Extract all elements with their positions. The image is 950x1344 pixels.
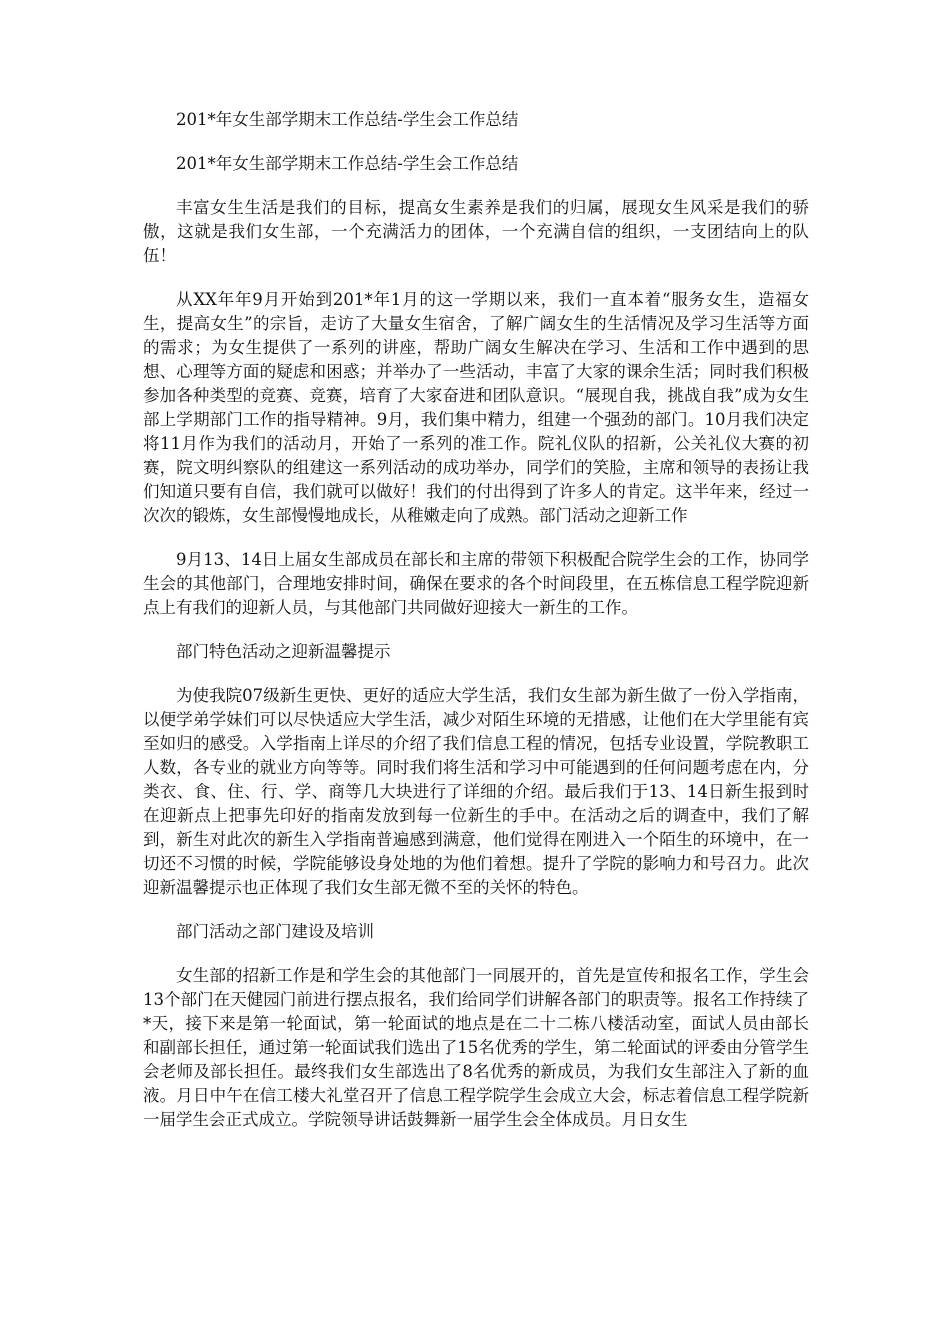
welcome-work-paragraph: 9月13、14日上届女生部成员在部长和主席的带领下积极配合院学生会的工作，协同学生会的其他部门，合理地安排时间，确保在要求的各个时间段里，在五栋信息工程学院迎新点上有我们的迎新人员，与其他部门共同做好迎接大一新生的工作。 — [143, 550, 809, 617]
section-heading-training: 部门活动之部门建设及培训 — [176, 922, 374, 941]
overview-paragraph: 从XX年年9月开始到201*年1月的这一学期以来，我们一直本着“服务女生，造福女生，提高女生”的宗旨，走访了大量女生宿舍，了解广阔女生的生活情况及学习生活等方面的需求；为女生提供了一系列的讲座，帮助广阔女生解决在学习、生活和工作中遇到的思想、心理等方面的疑虑和困惑；并举办了一些活动，丰富了大家的课余生活；同时我们积极参加各种类型的竞赛、竞赛，培育了大家奋进和团队意识。“展现自我，挑战自我”成为女生部上学期部门工作的指导精神。9月，我们集中精力，组建一个强劲的部门。10月我们决定将11月作为我们的活动月，开始了一系列的准工作。院礼仪队的招新，公关礼仪大赛的初赛，院文明纠察队的组建这一系列活动的成功举办，同学们的笑脸，主席和领导的表扬让我们知道只要有自信，我们就可以做好！我们的付出得到了许多人的肯定。这半年来，经过一次次的锻炼，女生部慢慢地成长，从稚嫩走向了成熟。部门活动之迎新工作 — [143, 290, 809, 525]
training-paragraph: 女生部的招新工作是和学生会的其他部门一同展开的，首先是宣传和报名工作，学生会13个部门在天健园门前进行摆点报名，我们给同学们讲解各部门的职责等。报名工作持续了*天，接下来是第一轮面试，第一轮面试的地点是在二十二栋八楼活动室，面试人员由部长和副部长担任，通过第一轮面试我们选出了15名优秀的学生，第二轮面试的评委由分管学生会老师及部长担任。最终我们女生部选出了8名优秀的新成员，为我们女生部注入了新的血液。月日中午在信工楼大礼堂召开了信息工程学院学生会成立大会，标志着信息工程学院新一届学生会正式成立。学院领导讲话鼓舞新一届学生会全体成员。月日女生 — [143, 966, 809, 1129]
intro-paragraph: 丰富女生生活是我们的目标，提高女生素养是我们的归属，展现女生风采是我们的骄傲，这就是我们女生部，一个充满活力的团体，一个充满自信的组织，一支团结向上的队伍！ — [143, 198, 809, 265]
document-subtitle: 201*年女生部学期末工作总结-学生会工作总结 — [176, 154, 519, 173]
guide-paragraph: 为使我院07级新生更快、更好的适应大学生活，我们女生部为新生做了一份入学指南，以便学弟学妹们可以尽快适应大学生活，减少对陌生环境的无措感，让他们在大学里能有宾至如归的感受。入学指南上详尽的介绍了我们信息工程的情况，包括专业设置，学院教职工人数，各专业的就业方向等等。同时我们将生活和学习中可能遇到的任何问题考虑在内，分类衣、食、住、行、学、商等几大块进行了详细的介绍。最后我们于13、14日新生报到时在迎新点上把事先印好的指南发放到每一位新生的手中。在活动之后的调查中，我们了解到，新生对此次的新生入学指南普遍感到满意，他们觉得在刚进入一个陌生的环境中，在一切还不习惯的时候，学院能够设身处地的为他们着想。提升了学院的影响力和号召力。此次迎新温馨提示也正体现了我们女生部无微不至的关怀的特色。 — [143, 686, 809, 897]
document-title: 201*年女生部学期末工作总结-学生会工作总结 — [176, 110, 519, 129]
section-heading-guide: 部门特色活动之迎新温馨提示 — [176, 642, 391, 661]
document-page — [143, 108, 809, 1152]
